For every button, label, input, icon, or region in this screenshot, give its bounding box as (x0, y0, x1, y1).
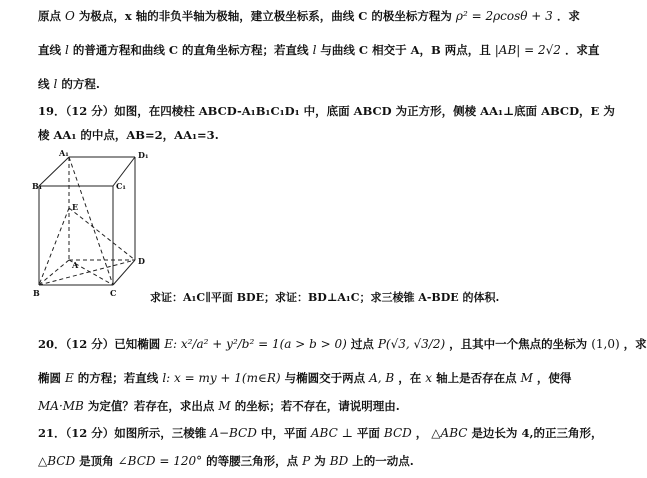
label-b1: B₁ (32, 181, 43, 191)
text-span: ，且其中一个焦点的坐标为 (449, 337, 588, 351)
label-d1: D₁ (138, 150, 149, 160)
text-span: 上的一动点. (352, 454, 414, 468)
label-c: C (110, 288, 117, 298)
text-line-2 (38, 42, 599, 58)
math-M: M (520, 371, 533, 385)
problem-19-line-2 (38, 127, 219, 143)
text-line-1 (38, 8, 580, 24)
text-span: 的方程. (61, 77, 100, 91)
text-span: 轴上是否存在点 (436, 371, 517, 385)
text-span: 的等腰三角形，点 (206, 454, 299, 468)
text-span: 是顶角 (79, 454, 114, 468)
text-span: 平面 (356, 426, 380, 440)
edge-cd (113, 260, 135, 285)
text-span: 的普通方程和曲线 C 的直角坐标方程；若直线 (72, 43, 309, 57)
math-x: x (425, 371, 433, 385)
text-span: 直线 (38, 43, 61, 57)
text-span: 为 (314, 454, 326, 468)
problem-20-line-3 (38, 398, 400, 414)
text-span: 与椭圆交于两点 (284, 371, 366, 385)
math-l: l (53, 77, 58, 91)
text-span: 是边长为 4,的正三角形， (471, 426, 603, 440)
label-a1: A₁ (59, 148, 69, 158)
text-span: 20．（12 分）已知椭圆 (38, 337, 161, 351)
text-span: 原点 (38, 9, 61, 23)
text-span: 21．（12 分）如图所示，三棱锥 (38, 426, 207, 440)
problem-21-line-2 (38, 453, 414, 469)
text-span: ，求 (623, 337, 647, 351)
text-span: 棱 AA₁ 的中点，AB=2，AA₁=3. (38, 128, 219, 142)
math-E: E (65, 371, 74, 385)
label-c1: C₁ (116, 181, 126, 191)
text-span: 19．（12 分）如图，在四棱柱 ABCD-A₁B₁C₁D₁ 中，底面 ABCD 为正方形，侧棱 AA₁⊥底面 ABCD，E 为 (38, 104, 615, 118)
text-span: 的方程；若直线 (77, 371, 159, 385)
figure-caption: 求证：A₁C∥平面 BDE；求证：BD⊥A₁C；求三棱锥 A-BDE 的体积. (150, 291, 500, 304)
math-O: O (65, 9, 75, 23)
math-line-l: l: x = my + 1(m∈R) (162, 371, 281, 385)
edge-a1b1 (39, 157, 69, 186)
problem-20-line-2 (38, 370, 571, 386)
label-b: B (33, 288, 40, 298)
math-l: l (312, 43, 317, 57)
text-span: 中，平面 (260, 426, 307, 440)
label-e: E (72, 202, 79, 212)
text-span: 为定值？若存在，求出点 (87, 399, 215, 413)
math-plane-abc: ABC ⊥ (310, 426, 353, 440)
math-triangle-bcd: △BCD (38, 454, 76, 468)
text-span: 椭圆 (38, 371, 61, 385)
math-point-p: P(√3, √3/2) (377, 337, 446, 351)
math-M: M (218, 399, 231, 413)
text-span: ．求直 (564, 43, 600, 57)
text-span: ，在 (398, 371, 422, 385)
math-P: P (302, 454, 311, 468)
math-triangle-abc: △ABC (431, 426, 468, 440)
segment-eb (39, 208, 69, 285)
math-polar-equation: ρ² = 2ρcosθ + 3 (455, 9, 553, 23)
math-l: l (65, 43, 69, 57)
text-span: 为极点，x 轴的非负半轴为极轴，建立极坐标系，曲线 C 的极坐标方程为 (78, 9, 452, 23)
text-span: 过点 (350, 337, 374, 351)
text-span: 与曲线 C 相交于 A，B 两点，且 (320, 43, 491, 57)
segment-bd (39, 260, 135, 285)
text-span: ．求 (556, 9, 580, 23)
math-tetra: A−BCD (210, 426, 257, 440)
text-span: ，使得 (536, 371, 572, 385)
text-line-3 (38, 76, 100, 92)
text-span: ， (415, 426, 428, 440)
math-BD: BD (329, 454, 349, 468)
text-span: 线 (38, 77, 50, 91)
math-ab-length: |AB| = 2√2 (494, 43, 561, 57)
problem-20-line-1 (38, 336, 647, 352)
problem-21-line-1 (38, 425, 602, 441)
math-ma-mb: MA·MB (38, 399, 84, 413)
text-span: 的坐标；若不存在，请说明理由. (234, 399, 400, 413)
math-ellipse-equation: E: x²/a² + y²/b² = 1(a > b > 0) (164, 337, 347, 351)
math-bcd: BCD (383, 426, 412, 440)
math-points-ab: A, B (369, 371, 395, 385)
math-angle-bcd: ∠BCD = 120° (117, 454, 203, 468)
label-a: A (72, 260, 79, 270)
prism-figure (32, 148, 167, 300)
math-focus: (1,0) (591, 337, 620, 351)
label-d: D (138, 256, 145, 266)
problem-19-line-1 (38, 103, 615, 119)
